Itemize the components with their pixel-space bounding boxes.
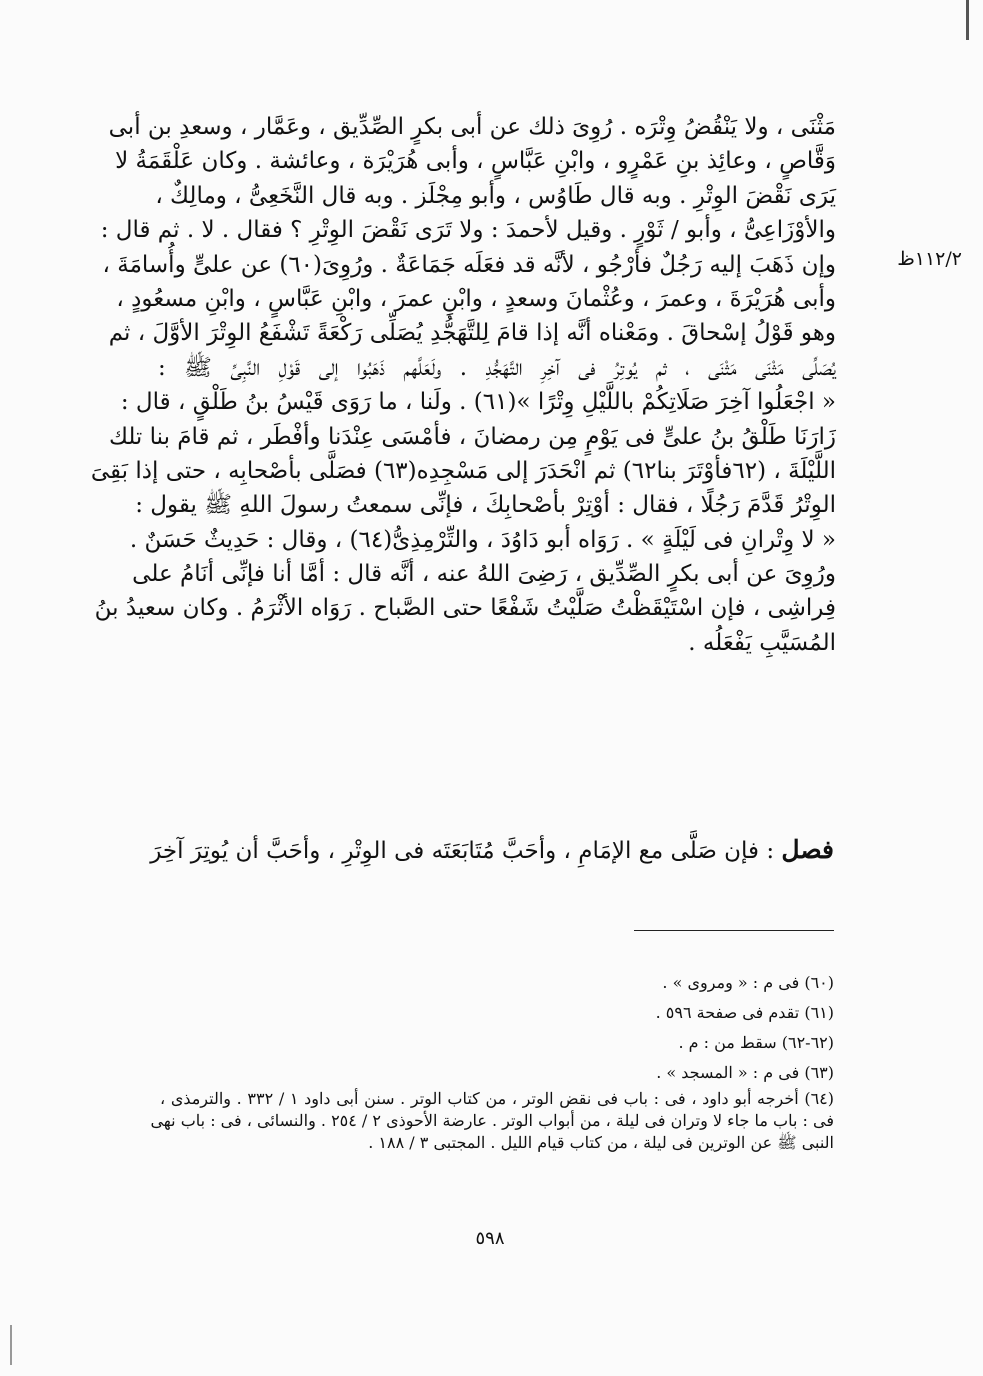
text-line: زَارَنَا طَلْقُ بنُ علىٍّ فى يَوْمٍ مِن رمضانَ ، فأمْسَى عِنْدَنا وأفْطَر ، ثم قامَ بنا تلك [108, 423, 836, 450]
text-line: « لا وِتْرانِ فى لَيْلَةٍ » . رَوَاه أبو دَاوُدَ ، والتِّرْمِذِىُّ(٦٤) ، وقال : حَدِيثٌ حَسَنٌ . [129, 526, 836, 553]
text-line: ورُوِىَ عن أبى بكرٍ الصِّدِّيق ، رَضِىَ اللهُ عنه ، أنَّه قال : أمَّا أنا فإنِّى أنَامُ على [132, 561, 836, 588]
page-number: ٥٩٨ [475, 1228, 505, 1249]
text-line: والأوْزَاعِىُّ ، وأبو / ثَوْرٍ . وقيل لأحمدَ : ولا تَرَى نَقْضَ الوِتْرِ ؟ فقال . لا . ثم قال : [100, 217, 836, 244]
footnotes-block [150, 968, 835, 1154]
text-line: يَرَى نَقْضَ الوِتْرِ . وبه قال طَاوُس ، وأبو مِجْلَز . وبه قال النَّخَعِىُّ ، ومالِكٌ ، [155, 182, 836, 209]
text-line: يُصَلِّى مَثْنَى مَثْنَى ، ثم يُوتِرُ فى آخِرِ التَّهَجُّدِ . ولَعَلَّهم ذَهَبُوا إلى قَوْلِ النَّبِىِّ ﷺ : [158, 354, 836, 381]
text-line: وأبى هُرَيْرَةَ ، وعمرَ ، وعُثْمانَ وسعدٍ ، وابْنِ عمرَ ، وابْنِ عَبَّاسٍ ، وابْنِ مسعُودٍ ، [116, 285, 836, 312]
footnote: (٦١) تقدم فى صفحة ٥٩٦ . [655, 1003, 834, 1022]
main-text-block [90, 110, 836, 660]
section-text: : فإن صَلَّى مع الإمَامِ ، وأحَبَّ مُتَابَعَتَه فى الوِتْرِ ، وأحَبَّ أن يُوتِرَ آخِرَ [150, 838, 775, 864]
text-line: وإن ذَهَبَ إليه رَجُلٌ فأرْجُو ، لأنَّه قد فعَلَه جَمَاعَةٌ . ورُوِىَ(٦٠) عن علىٍّ وأُسامَةَ ، [102, 251, 836, 278]
footnote-line: النبى ﷺ عن الوترين فى ليلة ، من كتاب قيام الليل . المجتبى ٣ / ١٨٨ . [368, 1133, 834, 1152]
text-line: « اجْعَلُوا آخِرَ صَلَاتِكُمْ باللَّيْلِ وِتْرًا »(٦١) . ولَنا ، ما رَوَى قَيْسُ بنُ طَلْقٍ ، قال : [120, 389, 836, 416]
text-line: وَقَّاصٍ ، وعائِذ بنِ عَمْرٍو ، وابْنِ عَبَّاسٍ ، وأبى هُرَيْرَة ، وعائشة . وكان عَلْقَمَةُ لا [115, 148, 836, 175]
section-heading-line [150, 835, 834, 864]
text-line: فِراشِى ، فإن اسْتَيْقَظْتُ صَلَّيْتُ شَفْعًا حتى الصَّباح . رَوَاه الأثْرَمُ . وكان سعيدُ بنُ [94, 595, 836, 622]
text-line: اللَّيْلَةَ ، (٦٢فأوْتَرَ بنا٦٢) ثم انْحَدَرَ إلى مَسْجِدِه(٦٣) فصَلَّى بأصْحابِه ، حتى إذا بَقِىَ [90, 457, 836, 484]
footnote-line: (٦٤) أخرجه أبو داود ، فى : باب فى نقض الوتر ، من كتاب الوتر . سنن أبى داود ١ / ٣٣٢ . والترمذى ، [160, 1089, 835, 1108]
page-edge-line-bottom [10, 1325, 12, 1365]
text-line: المُسَيَّبِ يَفْعَلُه . [688, 629, 836, 656]
footnote: (٦٢-٦٢) سقط من : م . [678, 1033, 834, 1052]
text-line: الوِتْرُ قَدَّمَ رَجُلًا ، فقال : أوْتِرْ بأصْحابِكَ ، فإنِّى سمعتُ رسولَ اللهِ ﷺ يقول : [135, 492, 836, 519]
footnote: (٦٣) فى م : « المسجد » . [656, 1063, 834, 1082]
page-edge-line [966, 0, 969, 40]
section-title: فصل [781, 835, 834, 864]
text-line: وهو قَوْلُ إسْحاقَ . ومَعْناه أنَّه إذا قامَ لِلتَّهَجُّدِ يُصَلِّى رَكْعَةً تَشْفَعُ الوِتْرَ الأوَّلَ ، ثم [108, 320, 836, 347]
text-line: مَثْنَى ، ولا يَنْقُضُ وِتْرَه . رُوِىَ ذلك عن أبى بكرٍ الصِّدِّيق ، وعَمَّار ، وسعدِ بن أبى [108, 114, 836, 140]
footnote-line: فى : باب ما جاء لا وتران فى ليلة ، من أبواب الوتر . عارضة الأحوذى ٢ / ٢٥٤ . والنسائى ، فى : باب نهى [150, 1111, 834, 1130]
margin-manuscript-reference: ١١٢/٢ظ [897, 248, 962, 270]
footnote-divider [634, 930, 834, 931]
footnote: (٦٠) فى م : « ومروى » . [662, 973, 834, 992]
